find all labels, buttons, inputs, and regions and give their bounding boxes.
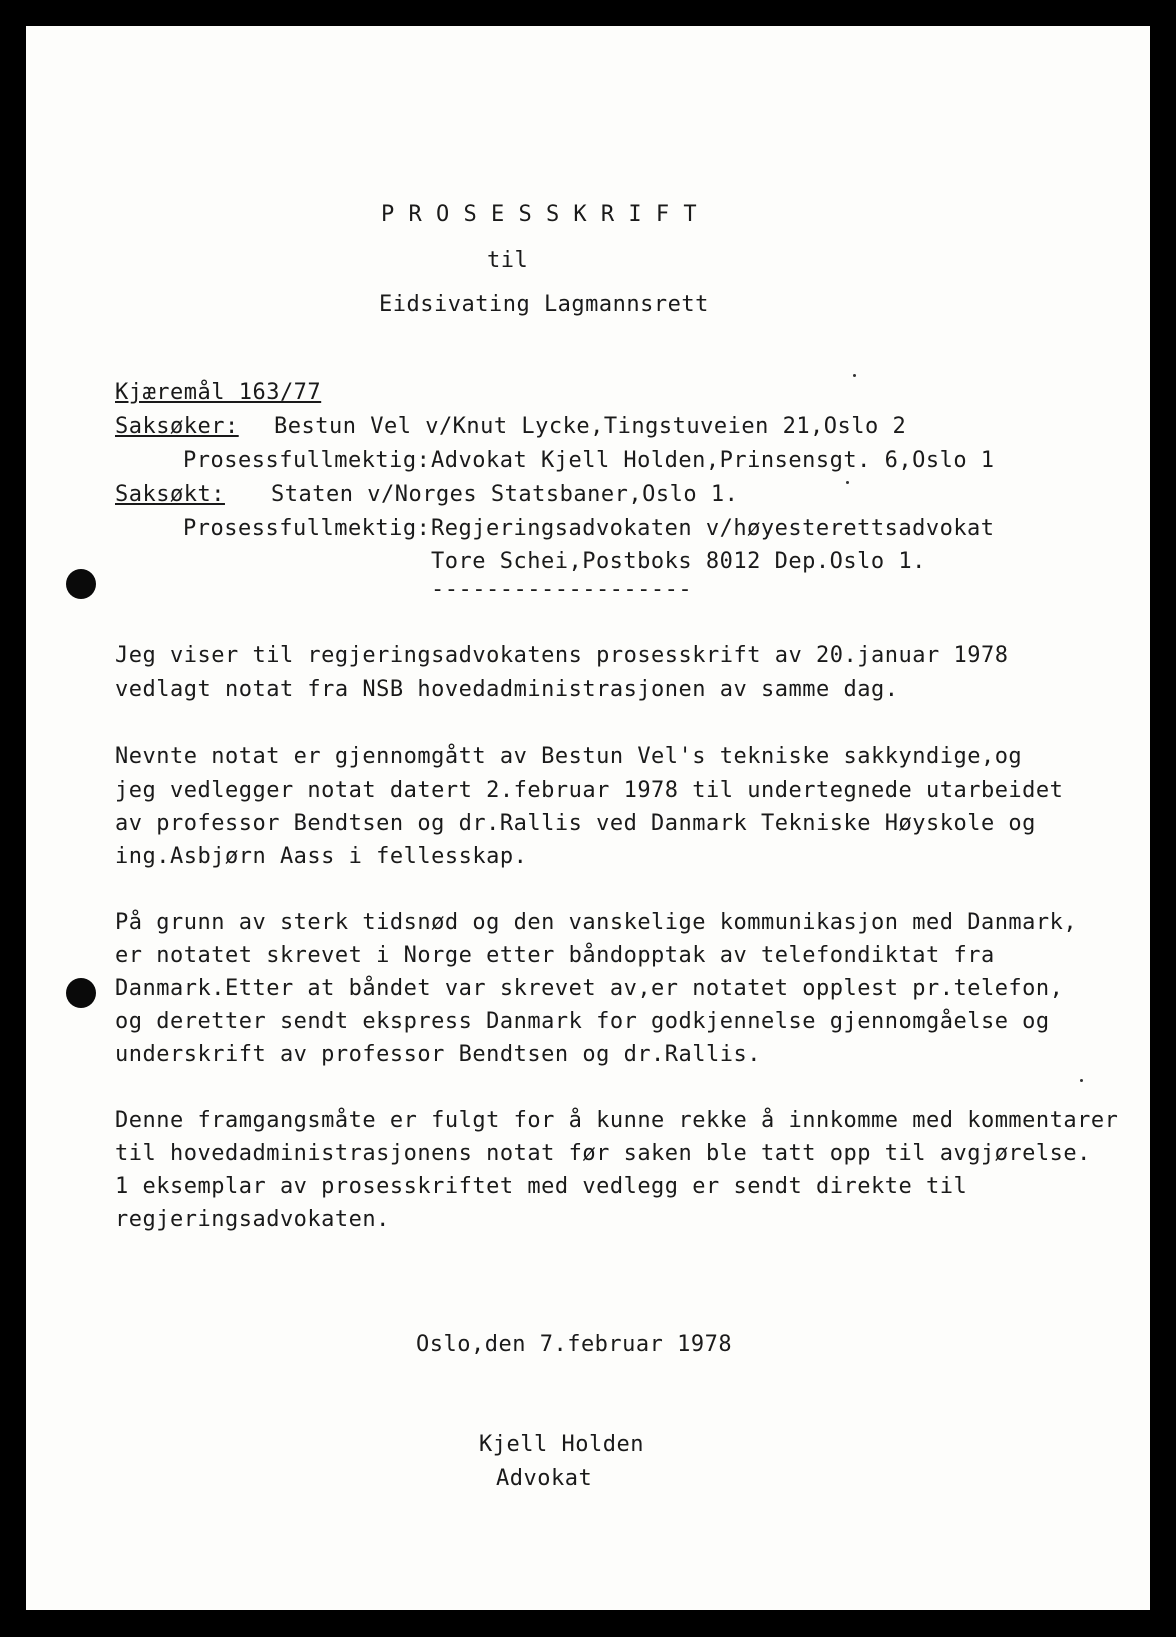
- signature-title: Advokat: [496, 1466, 593, 1491]
- signature-name: Kjell Holden: [479, 1432, 644, 1457]
- plaintiff-value: Bestun Vel v/Knut Lycke,Tingstuveien 21,Oslo 2: [274, 414, 907, 439]
- defendant-counsel-label: Prosessfullmektig:: [183, 516, 431, 541]
- defendant-label: Saksøkt:: [115, 482, 225, 507]
- body-p3-line4: og deretter sendt ekspress Danmark for godkjennelse gjennomgåelse og: [115, 1009, 1050, 1034]
- punch-hole-bottom: [66, 978, 96, 1008]
- place-date: Oslo,den 7.februar 1978: [416, 1332, 733, 1357]
- body-p4-line3: 1 eksemplar av prosesskriftet med vedlegg er sendt direkte til: [115, 1174, 968, 1199]
- plaintiff-counsel-value: Advokat Kjell Holden,Prinsensgt. 6,Oslo 1: [431, 448, 995, 473]
- body-p4-line4: regjeringsadvokaten.: [115, 1207, 390, 1232]
- document-page: [26, 26, 1150, 1610]
- speck-3: [1080, 1079, 1083, 1082]
- body-p4-line1: Denne framgangsmåte er fulgt for å kunne rekke å innkomme med kommentarer: [115, 1108, 1119, 1133]
- plaintiff-counsel-label: Prosessfullmektig:: [183, 448, 431, 473]
- speck-1: [853, 374, 856, 377]
- defendant-value: Staten v/Norges Statsbaner,Oslo 1.: [271, 482, 739, 507]
- court-name: Eidsivating Lagmannsrett: [379, 292, 709, 317]
- body-p2-line1: Nevnte notat er gjennomgått av Bestun Vel's tekniske sakkyndige,og: [115, 744, 1023, 769]
- defendant-counsel-value-2: Tore Schei,Postboks 8012 Dep.Oslo 1.: [431, 549, 926, 574]
- defendant-counsel-value-1: Regjeringsadvokaten v/høyesterettsadvokat: [431, 516, 995, 541]
- body-p3-line2: er notatet skrevet i Norge etter båndopptak av telefondiktat fra: [115, 943, 995, 968]
- body-p1-line2: vedlagt notat fra NSB hovedadministrasjonen av samme dag.: [115, 677, 899, 702]
- body-p3-line1: På grunn av sterk tidsnød og den vanskelige kommunikasjon med Danmark,: [115, 910, 1078, 935]
- body-p2-line3: av professor Bendtsen og dr.Rallis ved Danmark Tekniske Høyskole og: [115, 811, 1036, 836]
- body-p3-line5: underskrift av professor Bendtsen og dr.Rallis.: [115, 1042, 762, 1067]
- case-rule: -------------------: [431, 577, 693, 602]
- body-p4-line2: til hovedadministrasjonens notat før saken ble tatt opp til avgjørelse.: [115, 1141, 1091, 1166]
- plaintiff-label: Saksøker:: [115, 414, 239, 439]
- to-word: til: [487, 248, 529, 273]
- case-label: Kjæremål 163/77: [115, 380, 322, 405]
- speck-2: [846, 481, 849, 484]
- body-p3-line3: Danmark.Etter at båndet var skrevet av,er notatet opplest pr.telefon,: [115, 976, 1064, 1001]
- body-p2-line2: jeg vedlegger notat datert 2.februar 1978 til undertegnede utarbeidet: [115, 778, 1064, 803]
- document-title: P R O S E S S K R I F T: [381, 202, 698, 227]
- punch-hole-top: [66, 569, 96, 599]
- body-p1-line1: Jeg viser til regjeringsadvokatens prosesskrift av 20.januar 1978: [115, 643, 1009, 668]
- body-p2-line4: ing.Asbjørn Aass i fellesskap.: [115, 844, 528, 869]
